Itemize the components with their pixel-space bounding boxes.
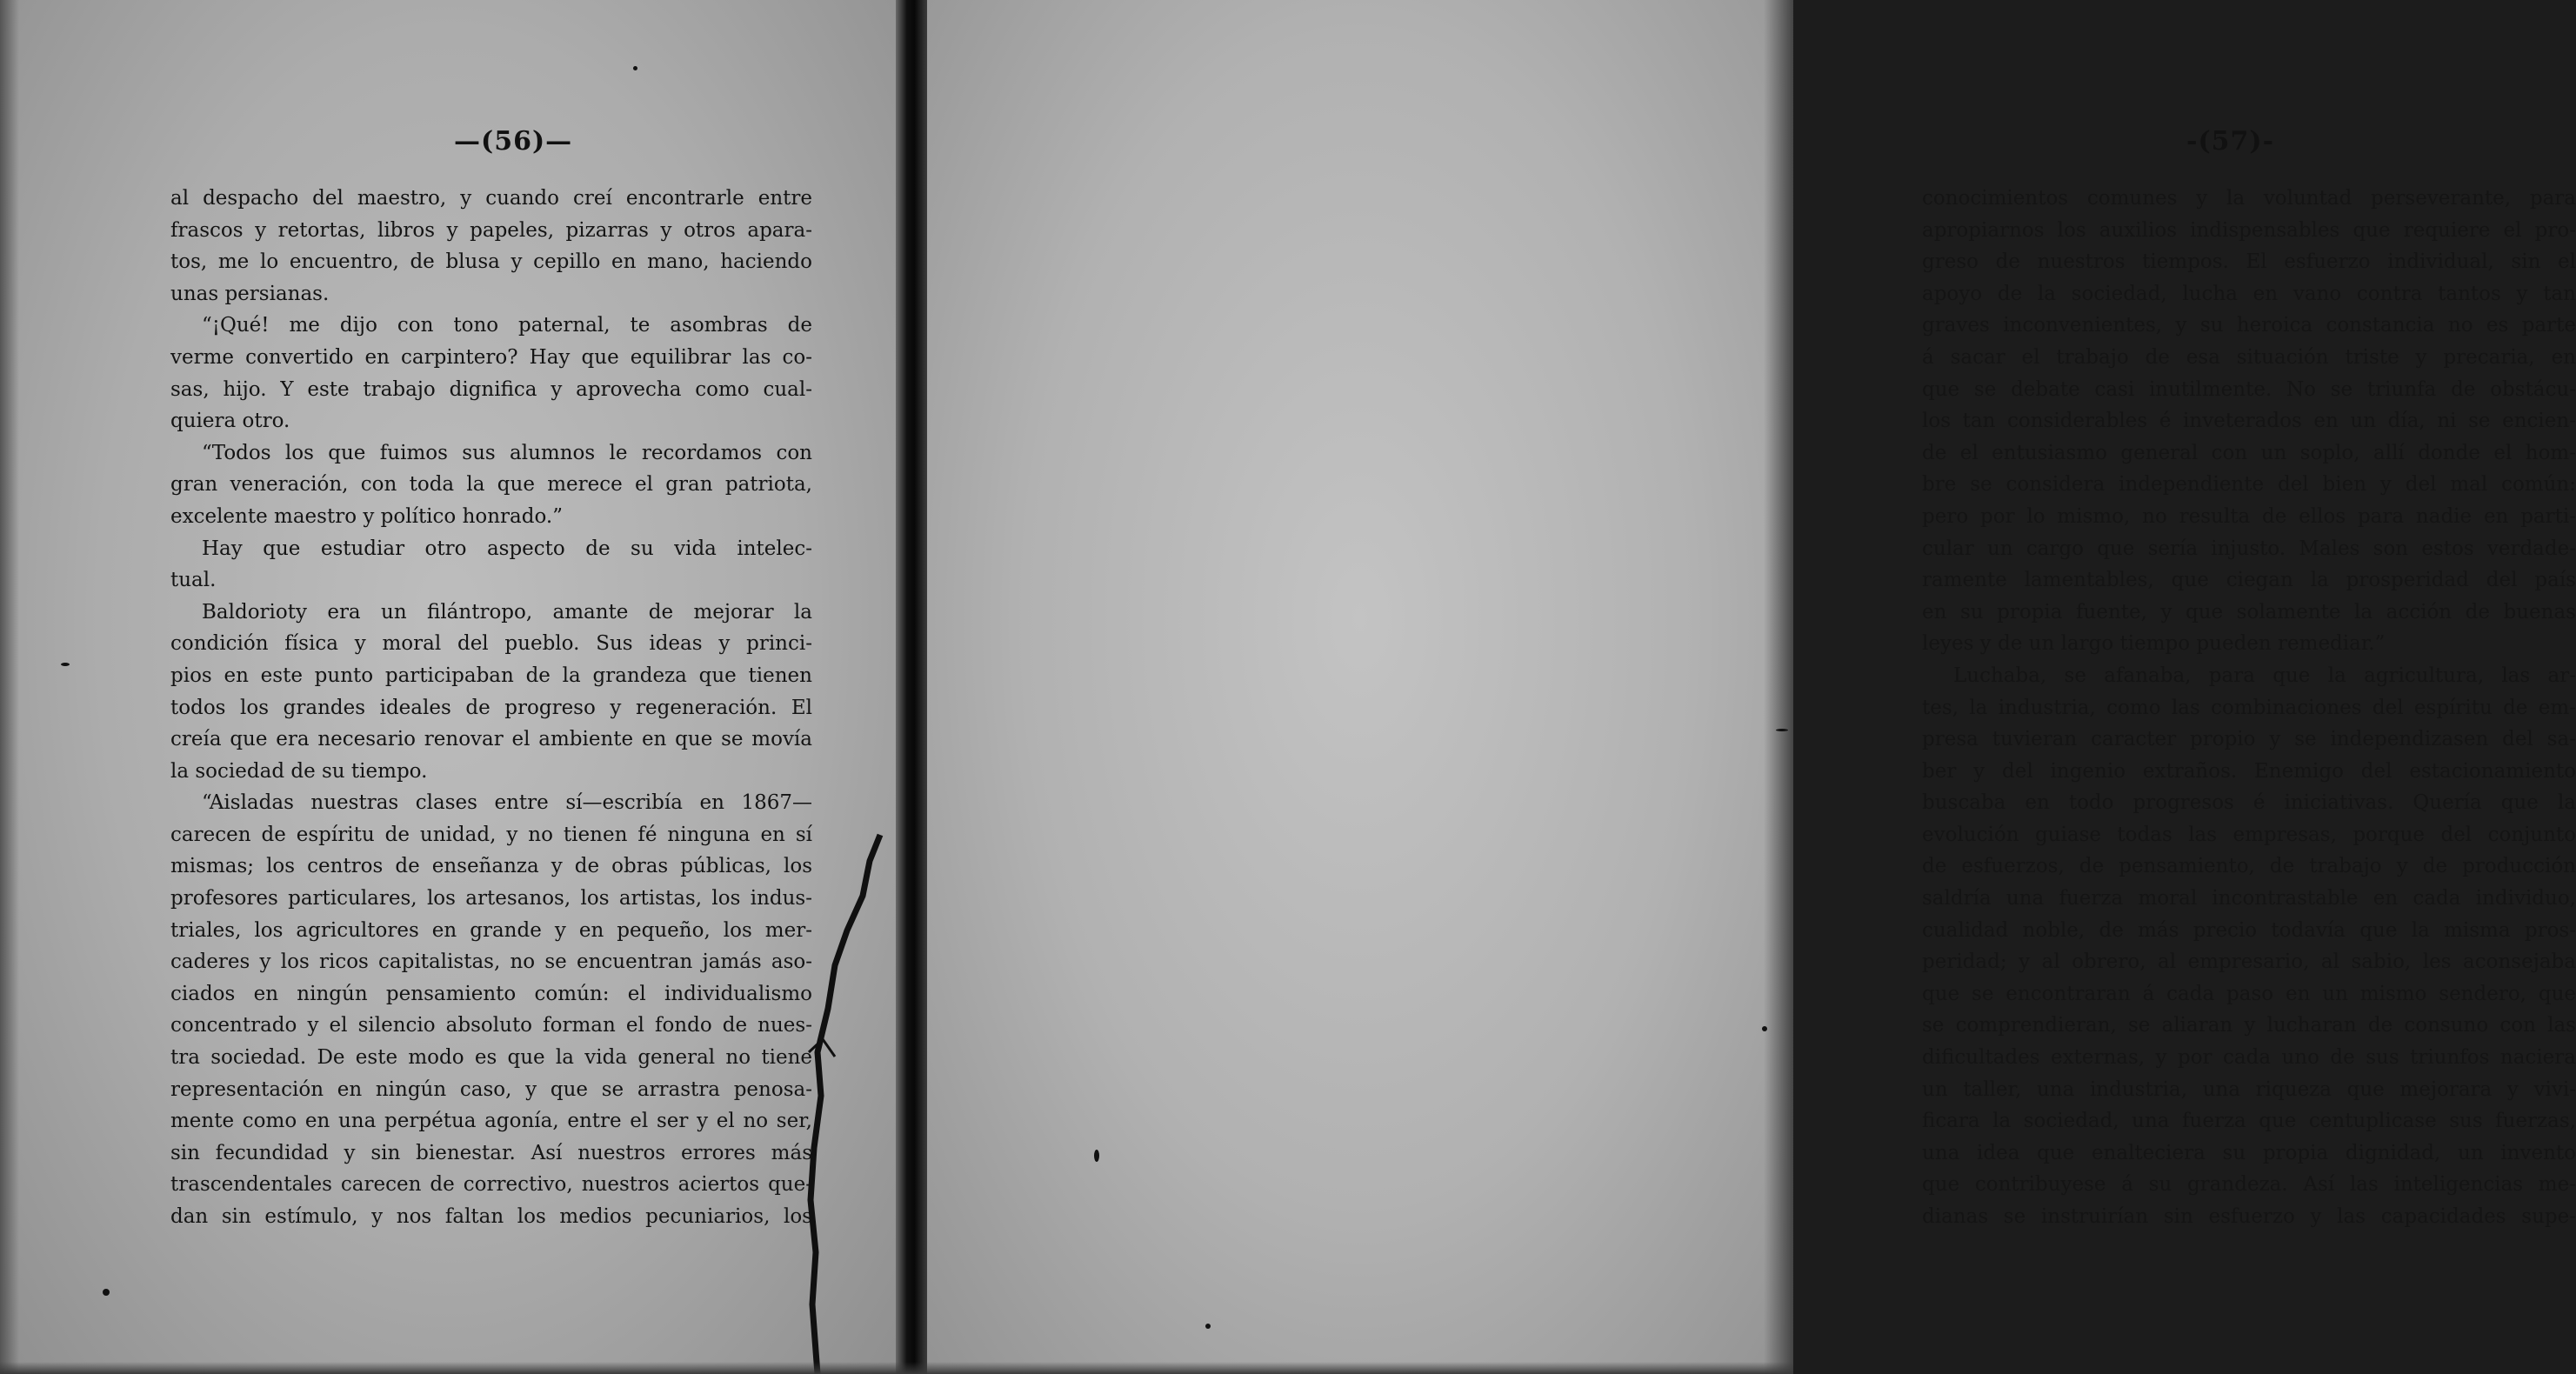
text-line: quiera otro.	[170, 410, 290, 433]
text-line: en su propia fuente, y que solamente la acción de buenas	[1922, 600, 2576, 624]
dust-speck	[103, 1289, 110, 1296]
text-line: sas, hijo. Y este trabajo dignifica y aprovecha como cual-	[170, 377, 812, 401]
text-line: mismas; los centros de enseñanza y de obras públicas, los	[170, 855, 812, 878]
text-line: “¡Qué! me dijo con tono paternal, te asombras de	[202, 314, 812, 337]
right-page-text	[1922, 183, 2576, 1233]
text-line: de el entusiasmo general con un soplo, allí donde el hom-	[1922, 441, 2576, 464]
text-line: tra sociedad. De este modo es que la vida general no tiene	[170, 1046, 812, 1070]
text-line: apropiarnos los auxilios indispensables que requiere el pro-	[1922, 218, 2576, 242]
text-line: dianas se instruirían sin esfuerzo y las capacidades supe-	[1922, 1205, 2576, 1228]
text-line: todos los grandes ideales de progreso y regeneración. El	[170, 696, 812, 719]
text-line: Baldorioty era un filántropo, amante de mejorar la	[202, 600, 812, 624]
text-line: caderes y los ricos capitalistas, no se encuentran jamás aso-	[170, 950, 812, 974]
text-line: creía que era necesario renovar el ambiente en que se movía	[170, 728, 812, 751]
text-line: un taller, una industria, una riqueza que mejorara y vivi-	[1922, 1077, 2576, 1101]
text-line: concentrado y el silencio absoluto forman el fondo de nues-	[170, 1014, 812, 1037]
text-line: peridad; y al obrero, al empresario, al sabio, les aconsejaba	[1922, 950, 2576, 974]
text-line: “Todos los que fuimos sus alumnos le recordamos con	[202, 441, 812, 464]
text-line: frascos y retortas, libros y papeles, pizarras y otros apara-	[170, 218, 812, 242]
page-number: -(57)-	[2186, 126, 2275, 157]
text-line: ciados en ningún pensamiento común: el individualismo	[170, 982, 812, 1005]
text-line: pero por lo mismo, no resulta de ellos para nadie en parti-	[1922, 504, 2576, 528]
text-line: dificultades externas, y por cada uno de sus triunfos naciera	[1922, 1046, 2576, 1070]
dust-speck	[1762, 1026, 1767, 1031]
text-line: buscaba en todo progresos é iniciativas. Quería que la	[1922, 791, 2576, 815]
text-line: ficara la sociedad, una fuerza que centuplicase sus fuerzas,	[1922, 1110, 2576, 1133]
text-line: profesores particulares, los artesanos, los artistas, los indus-	[170, 887, 812, 910]
text-line: la sociedad de su tiempo.	[170, 759, 428, 783]
text-line: greso de nuestros tiempos. El esfuerzo individual, sin el	[1922, 250, 2576, 274]
text-line: Luchaba, se afanaba, para que la agricultura, las ar-	[1953, 664, 2576, 687]
text-line: de esfuerzos, de pensamiento, de trabajo y de producción	[1922, 855, 2576, 878]
text-line: bre se considera independiente del bien y del mal común:	[1922, 473, 2576, 497]
text-line: los tan considerables é inveterados en un día, ni se encien-	[1922, 410, 2576, 433]
text-line: ber y del ingenio extraños. Enemigo del estacionamiento	[1922, 759, 2576, 783]
text-line: sin fecundidad y sin bienestar. Así nuestros errores más	[170, 1141, 812, 1164]
text-line: trascendentales carecen de correctivo, nuestros aciertos que-	[170, 1173, 812, 1197]
text-line: unas persianas.	[170, 282, 330, 305]
text-line: tes, la industria, como las combinaciones del espíritu de em-	[1922, 696, 2576, 719]
text-line: triales, los agricultores en grande y en pequeño, los mer-	[170, 918, 812, 942]
text-line: evolución guiase todas las empresas, porque del conjunto	[1922, 823, 2576, 846]
text-line: excelente maestro y político honrado.”	[170, 504, 563, 528]
text-line: verme convertido en carpintero? Hay que equilibrar las co-	[170, 345, 812, 369]
text-line: conocimientos comunes y la voluntad perseverante, para	[1922, 187, 2576, 210]
text-line: al despacho del maestro, y cuando creí encontrarle entre	[170, 187, 812, 210]
text-line: tual.	[170, 569, 217, 592]
text-line: representación en ningún caso, y que se arrastra penosa-	[170, 1077, 812, 1101]
scan-bottom-shadow	[0, 1362, 1793, 1374]
dust-speck	[1205, 1324, 1211, 1329]
paper-crack	[809, 835, 887, 1374]
text-line: á sacar el trabajo de esa situación triste y precaria, en	[1922, 345, 2576, 369]
text-line: apoyo de la sociedad, lucha en vano contra tantos y tan	[1922, 282, 2576, 305]
text-line: leyes y de un largo tiempo pueden remediar.”	[1922, 632, 2386, 656]
text-line: presa tuvieran caracter propio y se independizasen del sa-	[1922, 728, 2576, 751]
text-line: Hay que estudiar otro aspecto de su vida intelec-	[202, 537, 812, 560]
left-page	[0, 0, 896, 1374]
dust-speck	[61, 663, 70, 666]
text-line: gran veneración, con toda la que merece el gran patriota,	[170, 473, 812, 497]
book-gutter	[896, 0, 927, 1374]
text-line: que se encontraran á cada paso en un mismo sendero, que	[1922, 982, 2576, 1005]
text-line: dan sin estímulo, y nos faltan los medios pecuniarios, los	[170, 1205, 812, 1228]
text-line: cualidad noble, de más precio todavía que la misma pros-	[1922, 918, 2576, 942]
dust-speck	[633, 66, 637, 70]
text-line: saldría una fuerza moral incontrastable en cada individuo,	[1922, 887, 2576, 910]
text-line: cular un cargo que sería injusto. Males son estos verdade-	[1922, 537, 2576, 560]
text-line: graves inconvenientes, y su heroica constancia no es parte	[1922, 314, 2576, 337]
dust-speck	[1776, 729, 1788, 731]
text-line: una idea que enalteciera su propia dignidad, un invento	[1922, 1141, 2576, 1164]
text-line: “Aisladas nuestras clases entre sí—escribía en 1867—	[202, 791, 812, 815]
text-line: que se debate casi inutilmente. No se triunfa de obstácu-	[1922, 377, 2576, 401]
text-line: se comprendieran, se aliaran y lucharan de consuno con las	[1922, 1014, 2576, 1037]
page-edge-shadow	[1764, 0, 1793, 1374]
text-line: tos, me lo encuentro, de blusa y cepillo en mano, haciendo	[170, 250, 812, 274]
page-number: —(56)—	[454, 126, 573, 157]
right-page	[927, 0, 2576, 1374]
page-edge-shadow	[0, 0, 19, 1374]
text-line: que contribuyese á su grandeza. Así las inteligencias me-	[1922, 1173, 2576, 1197]
text-line: mente como en una perpétua agonía, entre el ser y el no ser,	[170, 1110, 812, 1133]
left-page-text	[170, 183, 812, 1233]
text-line: carecen de espíritu de unidad, y no tienen fé ninguna en sí	[170, 823, 812, 846]
dust-speck	[1094, 1150, 1099, 1162]
text-line: pios en este punto participaban de la grandeza que tienen	[170, 664, 812, 687]
text-line: condición física y moral del pueblo. Sus ideas y princi-	[170, 632, 812, 656]
text-line: ramente lamentables, que ciegan la prosperidad del país	[1922, 569, 2576, 592]
